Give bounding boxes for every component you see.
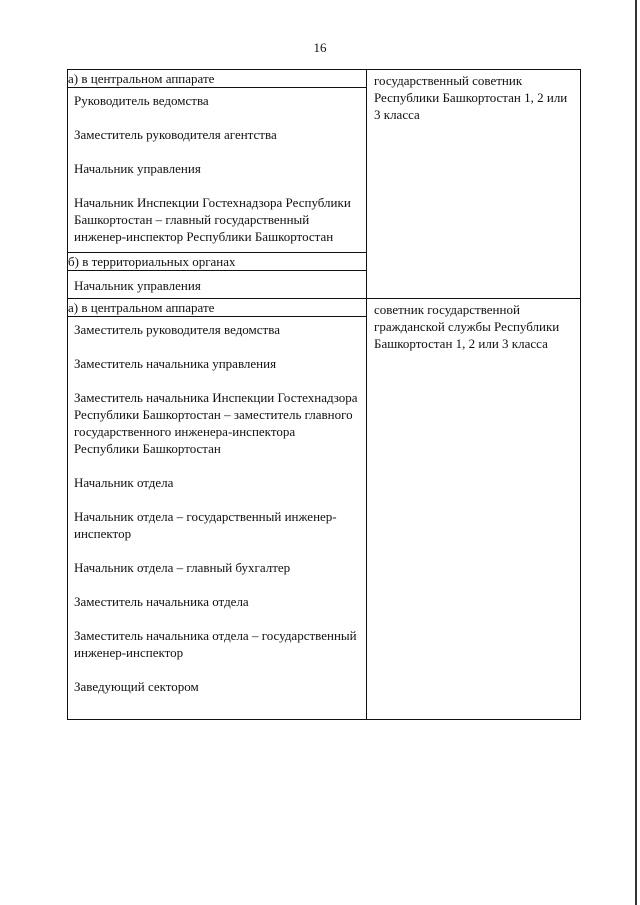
position-item: Заместитель начальника управления — [74, 356, 277, 371]
position-item: Заместитель начальника отдела – государственный инженер-инспектор — [74, 628, 357, 660]
positions-list — [68, 271, 366, 298]
positions-list — [68, 88, 366, 252]
position-item: Заведующий сектором — [74, 679, 199, 694]
position-item: Заместитель начальника отдела — [74, 594, 249, 609]
positions-cell — [68, 317, 367, 720]
positions-cell — [68, 271, 367, 299]
position-item: Руководитель ведомства — [74, 93, 209, 108]
position-item: Начальник управления — [74, 161, 201, 176]
section-header: а) в центральном аппарате — [68, 299, 367, 317]
position-item: Начальник отдела – главный бухгалтер — [74, 560, 291, 575]
section-header: б) в территориальных органах — [68, 253, 367, 271]
group-2-header-row — [68, 299, 581, 317]
position-item: Заместитель руководителя агентства — [74, 127, 277, 142]
page-number: 16 — [313, 40, 327, 55]
positions-cell — [68, 88, 367, 253]
rank-cell — [367, 299, 581, 720]
position-item: Заместитель начальника Инспекции Гостехнадзора Республики Башкортостан – заместитель главного государственного инженера-инспектора Республики Башкортостан — [74, 390, 358, 456]
rank-text: советник государственной гражданской службы Республики Башкортостан 1, 2 или 3 класса — [374, 302, 560, 351]
section-header: а) в центральном аппарате — [68, 70, 367, 88]
positions-table — [67, 69, 581, 720]
position-item: Начальник Инспекции Гостехнадзора Республики Башкортостан – главный государственный инженер-инспектор Республики Башкортостан — [74, 195, 351, 244]
group-1-header-row — [68, 70, 581, 88]
position-item: Начальник отдела – государственный инженер-инспектор — [74, 509, 337, 541]
position-item: Заместитель руководителя ведомства — [74, 322, 280, 337]
position-item: Начальник управления — [74, 278, 201, 293]
positions-list — [68, 317, 366, 719]
rank-cell — [367, 70, 581, 299]
scan-edge-line — [635, 0, 637, 905]
position-item: Начальник отдела — [74, 475, 174, 490]
rank-text: государственный советник Республики Башкортостан 1, 2 или 3 класса — [374, 73, 568, 122]
